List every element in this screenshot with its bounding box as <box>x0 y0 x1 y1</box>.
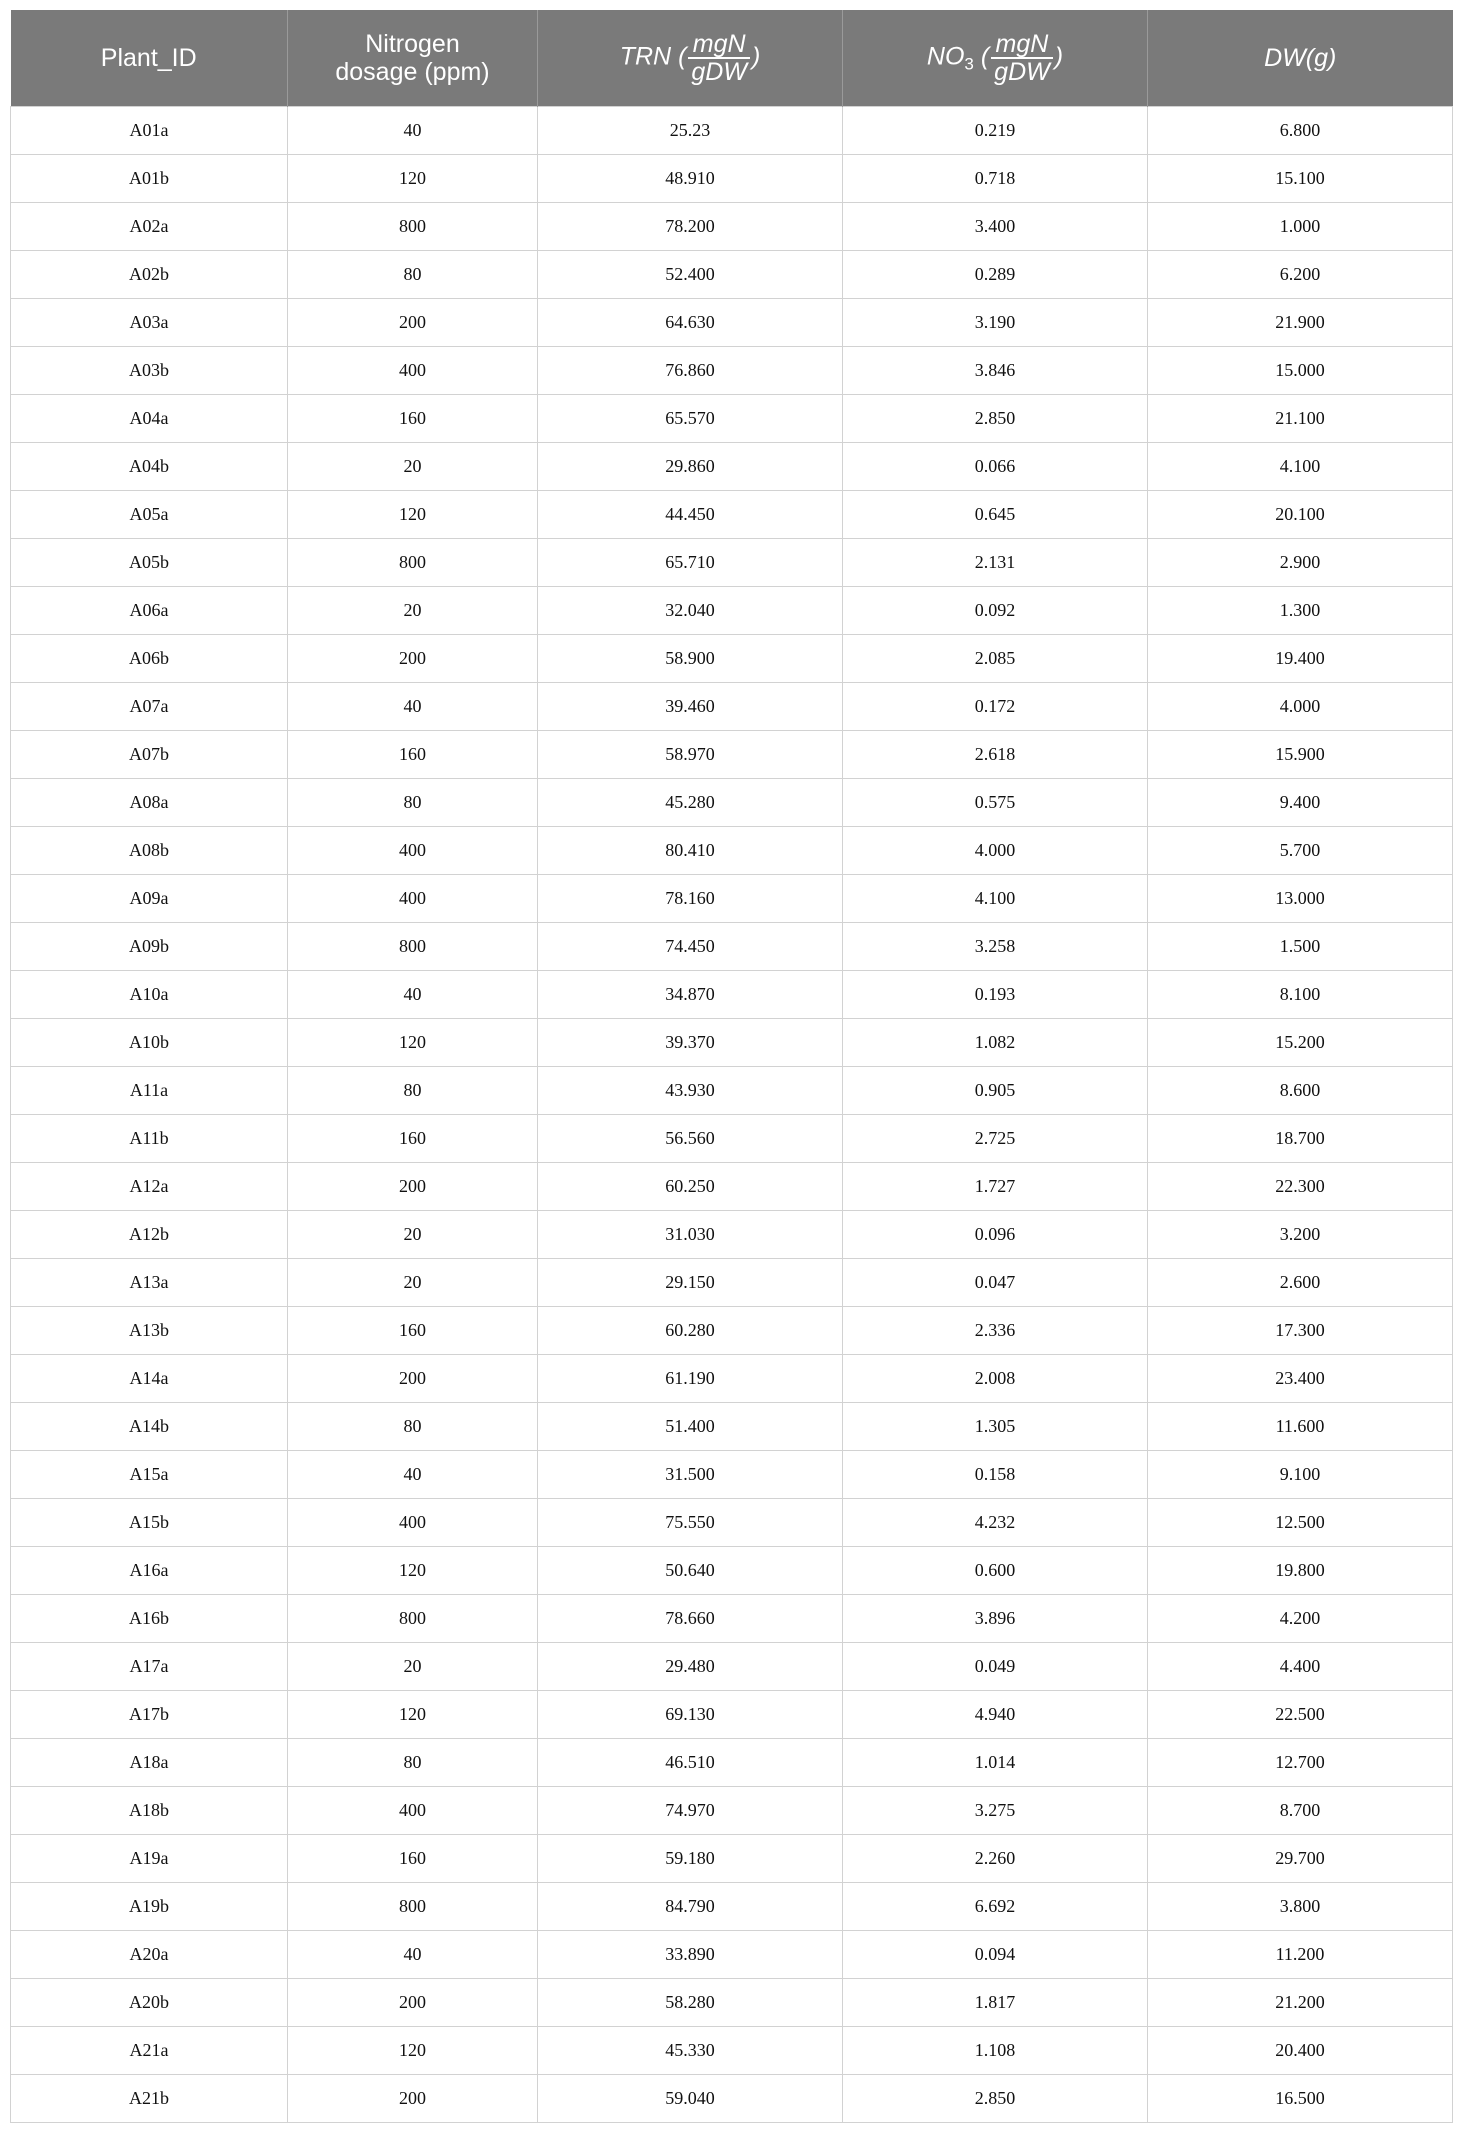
cell-dw: 5.700 <box>1148 827 1453 875</box>
table-header <box>11 10 1453 107</box>
cell-trn: 51.400 <box>538 1403 843 1451</box>
trn-unit-denominator: gDW <box>691 58 747 86</box>
cell-plant-id: A10a <box>11 971 288 1019</box>
cell-no3: 3.400 <box>843 203 1148 251</box>
cell-dw: 23.400 <box>1148 1355 1453 1403</box>
cell-dw: 15.200 <box>1148 1019 1453 1067</box>
cell-dw: 1.000 <box>1148 203 1453 251</box>
cell-no3: 0.092 <box>843 587 1148 635</box>
header-plant-id: Plant_ID <box>11 10 288 107</box>
cell-nitrogen-dosage: 40 <box>288 1931 538 1979</box>
cell-no3: 2.336 <box>843 1307 1148 1355</box>
cell-nitrogen-dosage: 40 <box>288 107 538 155</box>
table-row <box>11 443 1453 491</box>
cell-nitrogen-dosage: 80 <box>288 1739 538 1787</box>
cell-no3: 1.014 <box>843 1739 1148 1787</box>
cell-trn: 59.180 <box>538 1835 843 1883</box>
table-row <box>11 1115 1453 1163</box>
cell-nitrogen-dosage: 120 <box>288 1691 538 1739</box>
cell-nitrogen-dosage: 40 <box>288 683 538 731</box>
cell-plant-id: A16b <box>11 1595 288 1643</box>
cell-trn: 31.500 <box>538 1451 843 1499</box>
cell-dw: 4.000 <box>1148 683 1453 731</box>
table-row <box>11 1403 1453 1451</box>
cell-trn: 78.200 <box>538 203 843 251</box>
table-row <box>11 1931 1453 1979</box>
cell-plant-id: A19a <box>11 1835 288 1883</box>
cell-nitrogen-dosage: 40 <box>288 1451 538 1499</box>
cell-dw: 1.500 <box>1148 923 1453 971</box>
cell-dw: 3.800 <box>1148 1883 1453 1931</box>
cell-no3: 1.082 <box>843 1019 1148 1067</box>
cell-dw: 4.400 <box>1148 1643 1453 1691</box>
cell-nitrogen-dosage: 800 <box>288 1595 538 1643</box>
table-row <box>11 203 1453 251</box>
header-dw <box>1148 10 1453 107</box>
cell-plant-id: A06b <box>11 635 288 683</box>
cell-plant-id: A16a <box>11 1547 288 1595</box>
table-row <box>11 1163 1453 1211</box>
cell-dw: 8.100 <box>1148 971 1453 1019</box>
cell-trn: 75.550 <box>538 1499 843 1547</box>
cell-trn: 74.450 <box>538 923 843 971</box>
cell-trn: 48.910 <box>538 155 843 203</box>
table-row <box>11 2075 1453 2123</box>
cell-nitrogen-dosage: 20 <box>288 443 538 491</box>
table-row <box>11 251 1453 299</box>
cell-dw: 21.200 <box>1148 1979 1453 2027</box>
cell-dw: 6.800 <box>1148 107 1453 155</box>
cell-trn: 58.280 <box>538 1979 843 2027</box>
cell-plant-id: A21a <box>11 2027 288 2075</box>
cell-plant-id: A15b <box>11 1499 288 1547</box>
table-row <box>11 107 1453 155</box>
cell-trn: 69.130 <box>538 1691 843 1739</box>
cell-trn: 65.710 <box>538 539 843 587</box>
cell-no3: 2.085 <box>843 635 1148 683</box>
cell-plant-id: A06a <box>11 587 288 635</box>
cell-trn: 25.23 <box>538 107 843 155</box>
cell-dw: 19.400 <box>1148 635 1453 683</box>
cell-nitrogen-dosage: 400 <box>288 1499 538 1547</box>
cell-dw: 15.900 <box>1148 731 1453 779</box>
cell-trn: 45.280 <box>538 779 843 827</box>
cell-plant-id: A08b <box>11 827 288 875</box>
cell-dw: 6.200 <box>1148 251 1453 299</box>
table-row <box>11 1691 1453 1739</box>
cell-plant-id: A03a <box>11 299 288 347</box>
table-row <box>11 299 1453 347</box>
cell-no3: 6.692 <box>843 1883 1148 1931</box>
cell-dw: 9.400 <box>1148 779 1453 827</box>
cell-dw: 18.700 <box>1148 1115 1453 1163</box>
cell-dw: 3.200 <box>1148 1211 1453 1259</box>
cell-nitrogen-dosage: 120 <box>288 155 538 203</box>
cell-no3: 0.193 <box>843 971 1148 1019</box>
cell-plant-id: A02b <box>11 251 288 299</box>
cell-no3: 2.850 <box>843 2075 1148 2123</box>
cell-dw: 4.100 <box>1148 443 1453 491</box>
cell-trn: 78.660 <box>538 1595 843 1643</box>
header-no3-unit <box>991 31 1053 85</box>
cell-plant-id: A15a <box>11 1451 288 1499</box>
cell-nitrogen-dosage: 120 <box>288 1547 538 1595</box>
header-nitrogen-line1: Nitrogen <box>365 30 460 58</box>
table-row <box>11 1355 1453 1403</box>
cell-plant-id: A12b <box>11 1211 288 1259</box>
table-body <box>11 107 1453 2123</box>
header-no3-subscript: 3 <box>964 54 974 74</box>
cell-trn: 31.030 <box>538 1211 843 1259</box>
cell-trn: 78.160 <box>538 875 843 923</box>
cell-plant-id: A14a <box>11 1355 288 1403</box>
cell-nitrogen-dosage: 800 <box>288 1883 538 1931</box>
cell-no3: 0.600 <box>843 1547 1148 1595</box>
cell-no3: 4.940 <box>843 1691 1148 1739</box>
trn-unit-numerator: mgN <box>688 31 750 59</box>
header-nitrogen-line2: dosage (ppm) <box>335 58 490 86</box>
cell-trn: 43.930 <box>538 1067 843 1115</box>
cell-nitrogen-dosage: 20 <box>288 1211 538 1259</box>
cell-dw: 16.500 <box>1148 2075 1453 2123</box>
cell-plant-id: A18a <box>11 1739 288 1787</box>
cell-no3: 0.094 <box>843 1931 1148 1979</box>
cell-dw: 11.600 <box>1148 1403 1453 1451</box>
table-row <box>11 827 1453 875</box>
cell-plant-id: A01b <box>11 155 288 203</box>
cell-nitrogen-dosage: 80 <box>288 1403 538 1451</box>
cell-trn: 50.640 <box>538 1547 843 1595</box>
cell-no3: 0.066 <box>843 443 1148 491</box>
cell-trn: 60.280 <box>538 1307 843 1355</box>
cell-plant-id: A13b <box>11 1307 288 1355</box>
cell-no3: 4.000 <box>843 827 1148 875</box>
cell-no3: 2.618 <box>843 731 1148 779</box>
cell-no3: 0.575 <box>843 779 1148 827</box>
cell-no3: 0.645 <box>843 491 1148 539</box>
cell-trn: 58.900 <box>538 635 843 683</box>
cell-dw: 17.300 <box>1148 1307 1453 1355</box>
cell-dw: 11.200 <box>1148 1931 1453 1979</box>
table-row <box>11 2027 1453 2075</box>
cell-dw: 21.900 <box>1148 299 1453 347</box>
cell-trn: 58.970 <box>538 731 843 779</box>
table-row <box>11 971 1453 1019</box>
table-row <box>11 875 1453 923</box>
cell-no3: 3.258 <box>843 923 1148 971</box>
cell-nitrogen-dosage: 40 <box>288 971 538 1019</box>
cell-dw: 2.600 <box>1148 1259 1453 1307</box>
cell-nitrogen-dosage: 200 <box>288 1979 538 2027</box>
cell-plant-id: A04b <box>11 443 288 491</box>
cell-trn: 80.410 <box>538 827 843 875</box>
cell-dw: 15.100 <box>1148 155 1453 203</box>
cell-dw: 20.100 <box>1148 491 1453 539</box>
cell-dw: 2.900 <box>1148 539 1453 587</box>
cell-trn: 84.790 <box>538 1883 843 1931</box>
cell-dw: 12.500 <box>1148 1499 1453 1547</box>
cell-dw: 13.000 <box>1148 875 1453 923</box>
cell-nitrogen-dosage: 80 <box>288 779 538 827</box>
cell-nitrogen-dosage: 20 <box>288 587 538 635</box>
cell-plant-id: A07a <box>11 683 288 731</box>
cell-trn: 32.040 <box>538 587 843 635</box>
header-row <box>11 10 1453 107</box>
header-trn: TRN ( $\frac{\text{mgN}}{\text{gDW}}$ ) <box>538 10 843 107</box>
cell-plant-id: A05b <box>11 539 288 587</box>
cell-plant-id: A21b <box>11 2075 288 2123</box>
cell-nitrogen-dosage: 20 <box>288 1643 538 1691</box>
cell-dw: 19.800 <box>1148 1547 1453 1595</box>
cell-trn: 65.570 <box>538 395 843 443</box>
cell-nitrogen-dosage: 200 <box>288 635 538 683</box>
cell-plant-id: A20a <box>11 1931 288 1979</box>
table-row <box>11 1883 1453 1931</box>
cell-nitrogen-dosage: 400 <box>288 875 538 923</box>
no3-unit-numerator: mgN <box>991 31 1053 59</box>
cell-plant-id: A10b <box>11 1019 288 1067</box>
cell-dw: 4.200 <box>1148 1595 1453 1643</box>
cell-no3: 3.275 <box>843 1787 1148 1835</box>
table-row <box>11 779 1453 827</box>
cell-trn: 59.040 <box>538 2075 843 2123</box>
cell-no3: 0.219 <box>843 107 1148 155</box>
table-row <box>11 347 1453 395</box>
table-row <box>11 683 1453 731</box>
cell-dw: 1.300 <box>1148 587 1453 635</box>
table-row <box>11 539 1453 587</box>
cell-dw: 15.000 <box>1148 347 1453 395</box>
cell-no3: 3.846 <box>843 347 1148 395</box>
cell-plant-id: A17a <box>11 1643 288 1691</box>
cell-no3: 0.289 <box>843 251 1148 299</box>
cell-no3: 2.850 <box>843 395 1148 443</box>
cell-nitrogen-dosage: 800 <box>288 923 538 971</box>
cell-plant-id: A02a <box>11 203 288 251</box>
table-row <box>11 1787 1453 1835</box>
cell-dw: 8.600 <box>1148 1067 1453 1115</box>
cell-trn: 60.250 <box>538 1163 843 1211</box>
cell-no3: 0.172 <box>843 683 1148 731</box>
table-row <box>11 731 1453 779</box>
table-row <box>11 1307 1453 1355</box>
no3-unit-denominator: gDW <box>994 58 1050 86</box>
cell-nitrogen-dosage: 800 <box>288 539 538 587</box>
cell-plant-id: A09b <box>11 923 288 971</box>
cell-trn: 29.150 <box>538 1259 843 1307</box>
header-no3-label: NO <box>926 42 965 71</box>
table-row <box>11 1451 1453 1499</box>
cell-dw: 20.400 <box>1148 2027 1453 2075</box>
cell-no3: 1.817 <box>843 1979 1148 2027</box>
cell-plant-id: A19b <box>11 1883 288 1931</box>
cell-plant-id: A20b <box>11 1979 288 2027</box>
cell-trn: 46.510 <box>538 1739 843 1787</box>
cell-no3: 4.232 <box>843 1499 1148 1547</box>
cell-no3: 3.190 <box>843 299 1148 347</box>
table-row <box>11 1211 1453 1259</box>
plant-nitrogen-table <box>10 10 1453 2123</box>
cell-dw: 29.700 <box>1148 1835 1453 1883</box>
cell-plant-id: A05a <box>11 491 288 539</box>
cell-plant-id: A14b <box>11 1403 288 1451</box>
cell-nitrogen-dosage: 160 <box>288 1835 538 1883</box>
table-row <box>11 587 1453 635</box>
table-row <box>11 1499 1453 1547</box>
table-row <box>11 1643 1453 1691</box>
cell-no3: 0.096 <box>843 1211 1148 1259</box>
cell-no3: 0.049 <box>843 1643 1148 1691</box>
cell-nitrogen-dosage: 400 <box>288 827 538 875</box>
cell-plant-id: A07b <box>11 731 288 779</box>
cell-no3: 2.260 <box>843 1835 1148 1883</box>
cell-no3: 0.158 <box>843 1451 1148 1499</box>
cell-no3: 3.896 <box>843 1595 1148 1643</box>
cell-nitrogen-dosage: 400 <box>288 1787 538 1835</box>
table-row <box>11 1019 1453 1067</box>
cell-plant-id: A17b <box>11 1691 288 1739</box>
cell-nitrogen-dosage: 200 <box>288 1355 538 1403</box>
cell-nitrogen-dosage: 200 <box>288 299 538 347</box>
cell-trn: 33.890 <box>538 1931 843 1979</box>
cell-nitrogen-dosage: 200 <box>288 2075 538 2123</box>
table-row <box>11 1067 1453 1115</box>
cell-plant-id: A11b <box>11 1115 288 1163</box>
cell-no3: 1.727 <box>843 1163 1148 1211</box>
cell-no3: 0.718 <box>843 155 1148 203</box>
data-table-container <box>10 10 1452 2123</box>
cell-plant-id: A11a <box>11 1067 288 1115</box>
table-row <box>11 1259 1453 1307</box>
cell-trn: 61.190 <box>538 1355 843 1403</box>
table-row <box>11 155 1453 203</box>
cell-plant-id: A08a <box>11 779 288 827</box>
cell-nitrogen-dosage: 200 <box>288 1163 538 1211</box>
cell-no3: 2.008 <box>843 1355 1148 1403</box>
cell-plant-id: A04a <box>11 395 288 443</box>
table-row <box>11 1979 1453 2027</box>
cell-nitrogen-dosage: 120 <box>288 491 538 539</box>
cell-nitrogen-dosage: 800 <box>288 203 538 251</box>
cell-trn: 39.370 <box>538 1019 843 1067</box>
cell-dw: 9.100 <box>1148 1451 1453 1499</box>
table-row <box>11 635 1453 683</box>
cell-no3: 2.131 <box>843 539 1148 587</box>
cell-nitrogen-dosage: 120 <box>288 2027 538 2075</box>
cell-dw: 22.300 <box>1148 1163 1453 1211</box>
table-row <box>11 1835 1453 1883</box>
cell-plant-id: A12a <box>11 1163 288 1211</box>
cell-nitrogen-dosage: 80 <box>288 251 538 299</box>
cell-no3: 0.905 <box>843 1067 1148 1115</box>
cell-trn: 44.450 <box>538 491 843 539</box>
cell-trn: 76.860 <box>538 347 843 395</box>
cell-dw: 22.500 <box>1148 1691 1453 1739</box>
cell-nitrogen-dosage: 160 <box>288 395 538 443</box>
header-trn-label: TRN <box>619 42 672 71</box>
cell-nitrogen-dosage: 160 <box>288 1307 538 1355</box>
cell-plant-id: A13a <box>11 1259 288 1307</box>
cell-plant-id: A18b <box>11 1787 288 1835</box>
header-no3: $NO_3$ ( $\frac{\text{mgN}}{\text{gDW}}$ ) <box>843 10 1148 107</box>
cell-no3: 4.100 <box>843 875 1148 923</box>
cell-nitrogen-dosage: 160 <box>288 1115 538 1163</box>
header-trn-unit <box>688 31 750 85</box>
cell-nitrogen-dosage: 20 <box>288 1259 538 1307</box>
cell-trn: 74.970 <box>538 1787 843 1835</box>
table-row <box>11 1595 1453 1643</box>
table-row <box>11 395 1453 443</box>
cell-no3: 0.047 <box>843 1259 1148 1307</box>
cell-trn: 29.860 <box>538 443 843 491</box>
cell-nitrogen-dosage: 120 <box>288 1019 538 1067</box>
table-row <box>11 491 1453 539</box>
header-dw-unit: (g) <box>1305 44 1337 72</box>
cell-dw: 8.700 <box>1148 1787 1453 1835</box>
cell-trn: 64.630 <box>538 299 843 347</box>
cell-trn: 45.330 <box>538 2027 843 2075</box>
cell-plant-id: A03b <box>11 347 288 395</box>
cell-nitrogen-dosage: 400 <box>288 347 538 395</box>
header-nitrogen-dosage <box>288 10 538 107</box>
table-row <box>11 1739 1453 1787</box>
table-row <box>11 923 1453 971</box>
header-dw-label: DW <box>1264 44 1306 72</box>
cell-dw: 21.100 <box>1148 395 1453 443</box>
cell-nitrogen-dosage: 80 <box>288 1067 538 1115</box>
cell-plant-id: A01a <box>11 107 288 155</box>
cell-trn: 34.870 <box>538 971 843 1019</box>
cell-nitrogen-dosage: 160 <box>288 731 538 779</box>
table-row <box>11 1547 1453 1595</box>
cell-no3: 1.305 <box>843 1403 1148 1451</box>
cell-trn: 56.560 <box>538 1115 843 1163</box>
cell-trn: 29.480 <box>538 1643 843 1691</box>
cell-trn: 52.400 <box>538 251 843 299</box>
cell-trn: 39.460 <box>538 683 843 731</box>
cell-no3: 1.108 <box>843 2027 1148 2075</box>
cell-dw: 12.700 <box>1148 1739 1453 1787</box>
cell-no3: 2.725 <box>843 1115 1148 1163</box>
cell-plant-id: A09a <box>11 875 288 923</box>
